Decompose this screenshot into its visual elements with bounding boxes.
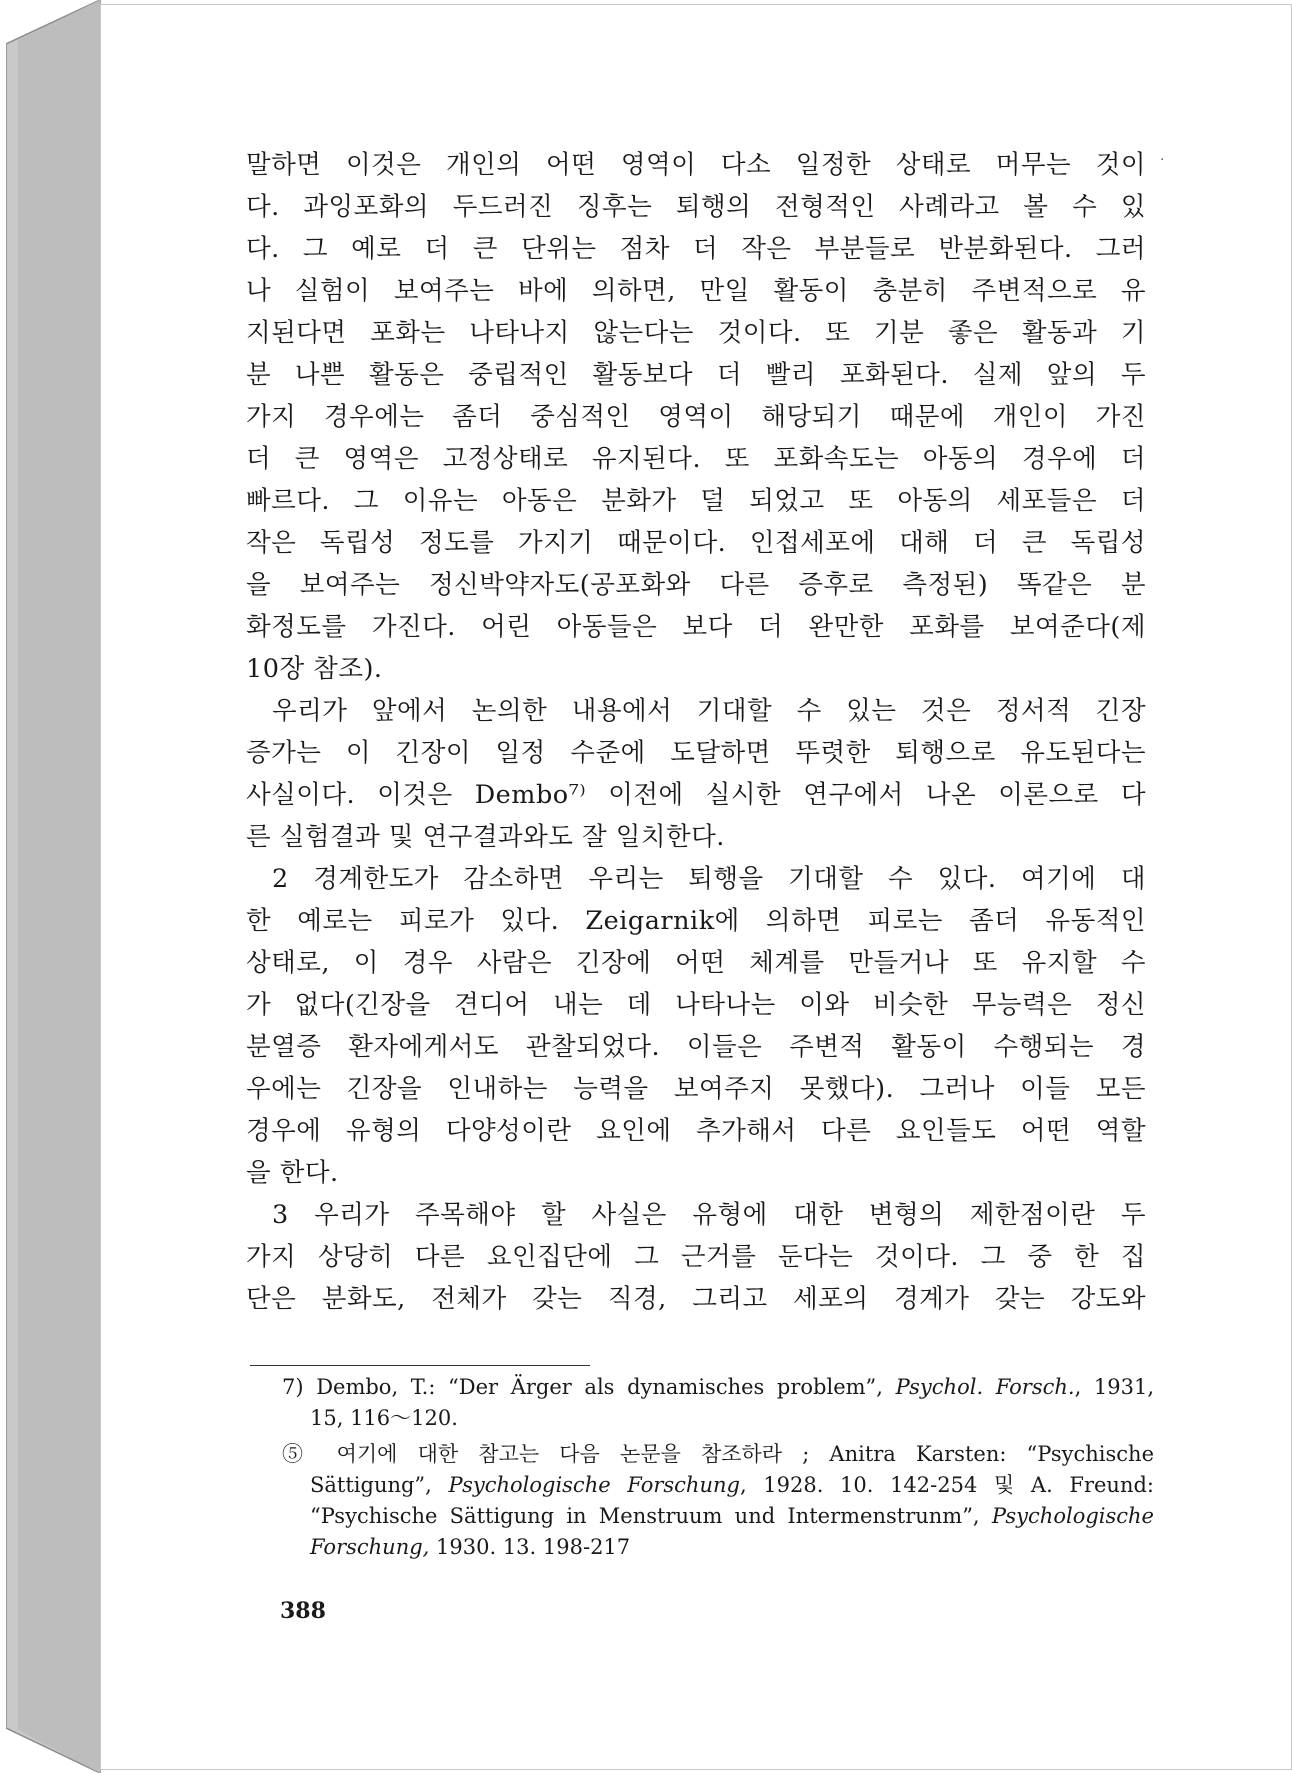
- text-line: 10장 참조).: [246, 654, 383, 684]
- text-line: 가지 상당히 다른 요인집단에 그 근거를 둔다는 것이다. 그 중 한 집: [246, 1242, 1146, 1272]
- text-line: 증가는 이 긴장이 일정 수준에 도달하면 뚜렷한 퇴행으로 유도된다는: [246, 738, 1146, 768]
- text-line: 3 우리가 주목해야 할 사실은 유형에 대한 변형의 제한점이란 두: [272, 1200, 1146, 1230]
- circled-five-mark: ⑤: [282, 1442, 317, 1466]
- footnote-line: [282, 1470, 1154, 1501]
- text-line: 우에는 긴장을 인내하는 능력을 보여주지 못했다). 그러나 이들 모든: [246, 1074, 1146, 1104]
- footnote-text: Sättigung”,: [310, 1473, 449, 1497]
- text-line: 가 없다(긴장을 견디어 내는 데 나타나는 이와 비슷한 무능력은 정신: [246, 990, 1146, 1020]
- book-spine-edge: [6, 0, 102, 1773]
- footnote-year: , 1931,: [1074, 1375, 1155, 1399]
- text-line: 른 실험결과 및 연구결과와도 잘 일치한다.: [246, 822, 725, 852]
- text-line: 작은 독립성 정도를 가지기 때문이다. 인접세포에 대해 더 큰 독립성: [246, 528, 1146, 558]
- text-line: 다. 과잉포화의 두드러진 징후는 퇴행의 전형적인 사례라고 볼 수 있: [246, 192, 1146, 222]
- text-line: 한 예로는 피로가 있다. Zeigarnik에 의하면 피로는 좀더 유동적인: [246, 906, 1146, 936]
- footnote-text: “Psychische Sättigung in Menstruum und Intermenstrunm”,: [310, 1504, 992, 1528]
- footnote-journal: Psychol. Forsch.: [895, 1375, 1075, 1399]
- text-line: 단은 분화도, 전체가 갖는 직경, 그리고 세포의 경계가 갖는 강도와: [246, 1284, 1146, 1314]
- text-line: 지된다면 포화는 나타나지 않는다는 것이다. 또 기분 좋은 활동과 기: [246, 318, 1146, 348]
- text-line: 다. 그 예로 더 큰 단위는 점차 더 작은 부분들로 반분화된다. 그러: [246, 234, 1146, 264]
- page-number: 388: [280, 1598, 326, 1624]
- footnote-line: [282, 1439, 1154, 1470]
- footnote-text: 1930. 13. 198-217: [429, 1535, 631, 1559]
- footnote-divider: [250, 1365, 590, 1366]
- text-line: 2 경계한도가 감소하면 우리는 퇴행을 기대할 수 있다. 여기에 대: [272, 864, 1146, 894]
- footnote-line: [282, 1501, 1154, 1532]
- text-line: 가지 경우에는 좀더 중심적인 영역이 해당되기 때문에 개인이 가진: [246, 402, 1146, 432]
- text-line: 을 보여주는 정신박약자도(공포화와 다른 증후로 측정된) 똑같은 분: [246, 570, 1146, 600]
- footnote-line: [282, 1372, 1154, 1403]
- footnote-mark: 7): [282, 1375, 304, 1399]
- text-line: 경우에 유형의 다양성이란 요인에 추가해서 다른 요인들도 어떤 역할: [246, 1116, 1146, 1146]
- text-line: 화정도를 가진다. 어린 아동들은 보다 더 완만한 포화를 보여준다(제: [246, 612, 1146, 642]
- footnote-journal: Forschung,: [310, 1535, 430, 1559]
- footnote-line: 15, 116～120.: [310, 1406, 458, 1430]
- footnote-7: [282, 1372, 1154, 1434]
- text-line: 더 큰 영역은 고정상태로 유지된다. 또 포화속도는 아동의 경우에 더: [246, 444, 1146, 474]
- text-line: 상태로, 이 경우 사람은 긴장에 어떤 체계를 만들거나 또 유지할 수: [246, 948, 1146, 978]
- text-line: 말하면 이것은 개인의 어떤 영역이 다소 일정한 상태로 머무는 것이: [246, 150, 1146, 180]
- text-line: 우리가 앞에서 논의한 내용에서 기대할 수 있는 것은 정서적 긴장: [272, 696, 1146, 726]
- footnote-line: [282, 1532, 1154, 1563]
- footnote-journal: Psychologische: [991, 1504, 1154, 1528]
- footnote-text: 여기에 대한 참고는 다음 논문을 참조하라 ; Anitra Karsten: “Psychische: [336, 1442, 1154, 1466]
- footnote-5: [282, 1439, 1154, 1563]
- footnote-journal: Psychologische Forschung: [448, 1473, 740, 1497]
- footnote-text: , 1928. 10. 142-254 및 A. Freund:: [739, 1473, 1154, 1497]
- body-text: [246, 144, 1146, 1320]
- text-line: 을 한다.: [246, 1158, 339, 1188]
- footnote-author: Dembo, T.:: [316, 1375, 449, 1399]
- scan-speck: ·: [1160, 152, 1165, 168]
- text-line: 사실이다. 이것은 Dembo⁷⁾ 이전에 실시한 연구에서 나온 이론으로 다: [246, 780, 1146, 810]
- text-line: 빠르다. 그 이유는 아동은 분화가 덜 되었고 또 아동의 세포들은 더: [246, 486, 1146, 516]
- footnote-title: “Der Ärger als dynamisches problem”,: [448, 1375, 896, 1399]
- text-line: 분열증 환자에게서도 관찰되었다. 이들은 주변적 활동이 수행되는 경: [246, 1032, 1146, 1062]
- text-line: 분 나쁜 활동은 중립적인 활동보다 더 빨리 포화된다. 실제 앞의 두: [246, 360, 1146, 390]
- text-line: 나 실험이 보여주는 바에 의하면, 만일 활동이 충분히 주변적으로 유: [246, 276, 1146, 306]
